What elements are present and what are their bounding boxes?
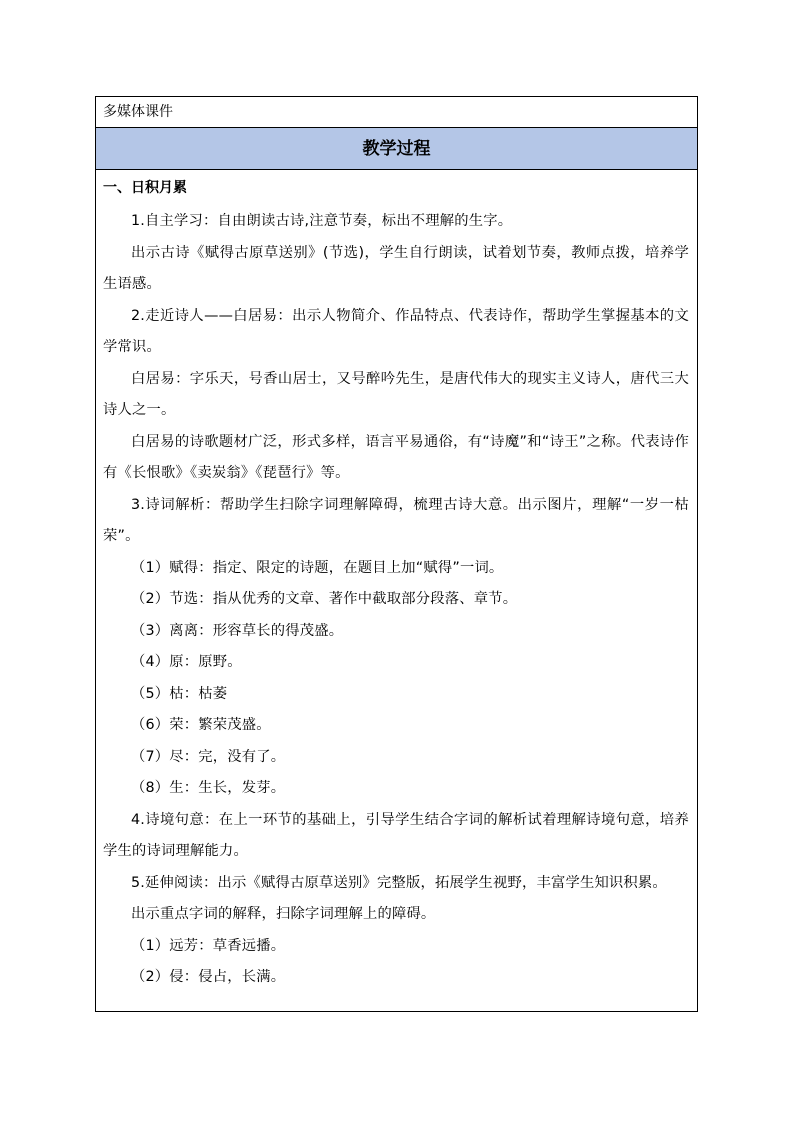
paragraph-poetry-style: 白居易的诗歌题材广泛，形式多样，语言平易通俗，有“诗魔”和“诗王”之称。代表诗作有《长恨歌》《卖炭翁》《琵琶行》等。 bbox=[103, 433, 689, 481]
paragraph-poem-analysis: 3.诗词解析：帮助学生扫除字词理解障碍，梳理古诗大意。出示图片，理解“一岁一枯荣”。 bbox=[103, 496, 689, 544]
glossary-item: （3）离离：形容草长的得茂盛。 bbox=[131, 622, 344, 639]
paragraph-key-words: 出示重点字词的解释，扫除字词理解上的障碍。 bbox=[131, 906, 436, 922]
glossary-item: （1）赋得：指定、限定的诗题，在题目上加“赋得”一词。 bbox=[131, 559, 504, 576]
lesson-plan-table bbox=[95, 96, 698, 1012]
paragraph-poem-intro: 出示古诗《赋得古原草送别》(节选)，学生自行朗读，试着划节奏，教师点拨，培养学生语感。 bbox=[103, 244, 689, 292]
paragraph-bai-juyi: 白居易：字乐天，号香山居士，又号醉吟先生，是唐代伟大的现实主义诗人，唐代三大诗人之一。 bbox=[103, 370, 689, 418]
paragraph-poem-meaning: 4.诗境句意：在上一环节的基础上，引导学生结合字词的解析试着理解诗境句意，培养学生的诗词理解能力。 bbox=[103, 811, 689, 859]
paragraph-extended-reading: 5.延伸阅读：出示《赋得古原草送别》完整版，拓展学生视野，丰富学生知识积累。 bbox=[131, 874, 667, 891]
glossary-item: （2）节选：指从优秀的文章、著作中截取部分段落、章节。 bbox=[131, 591, 518, 607]
glossary-item: （5）枯：枯萎 bbox=[131, 685, 228, 702]
section-title: 一、日积月累 bbox=[103, 180, 187, 196]
glossary-item: （8）生：生长，发芽。 bbox=[131, 780, 286, 796]
paragraph-self-study: 1.自主学习：自由朗读古诗,注意节奏，标出不理解的生字。 bbox=[131, 213, 513, 229]
glossary-item: （4）原：原野。 bbox=[131, 654, 242, 670]
glossary-item: （7）尽：完，没有了。 bbox=[131, 748, 286, 765]
glossary-item: （1）远芳：草香远播。 bbox=[131, 937, 286, 954]
materials-cell: 多媒体课件 bbox=[96, 97, 697, 128]
glossary-item: （6）荣：繁荣茂盛。 bbox=[131, 717, 271, 733]
teaching-process-content bbox=[96, 170, 697, 994]
glossary-item: （2）侵：侵占，长满。 bbox=[131, 969, 286, 985]
teaching-process-header: 教学过程 bbox=[96, 128, 697, 170]
paragraph-poet-intro: 2.走近诗人——白居易：出示人物简介、作品特点、代表诗作，帮助学生掌握基本的文学常识。 bbox=[103, 307, 689, 355]
